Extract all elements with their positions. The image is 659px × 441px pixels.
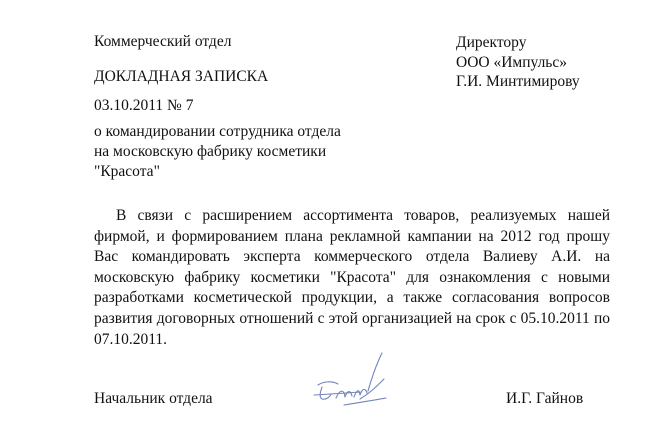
addressee-line: ООО «Импульс» — [456, 53, 568, 71]
signatory-position: Начальник отдела — [94, 390, 213, 407]
subject-line: "Красота" — [94, 163, 160, 180]
department-name: Коммерческий отдел — [94, 33, 232, 50]
addressee-line: Г.И. Минтимирову — [456, 73, 580, 90]
document-subject — [94, 122, 341, 182]
subject-line: о командировании сотрудника отдела — [94, 123, 341, 140]
memo-body-paragraph: В связи с расширением ассортимента товаров, реализуемых нашей фирмой, и формированием плана рекламной кампании на 2012 год прошу Вас командировать эксперта коммерческого отдела Валиеву А.И. на московскую фабрику косметики "Красота" для ознакомления с новыми разработками косметической продукции, а также согласования вопросов развития договорных отношений с этой организацией на срок с 05.10.2011 по 07.10.2011. — [94, 207, 610, 348]
handwritten-signature — [300, 345, 410, 415]
addressee-line: Директору — [456, 34, 527, 51]
addressee-block — [456, 33, 580, 92]
subject-line: на московскую фабрику косметики — [94, 143, 327, 160]
document-date-number: 03.10.2011 № 7 — [94, 97, 194, 114]
document-title: ДОКЛАДНАЯ ЗАПИСКА — [94, 68, 269, 85]
signatory-name: И.Г. Гайнов — [506, 390, 584, 407]
